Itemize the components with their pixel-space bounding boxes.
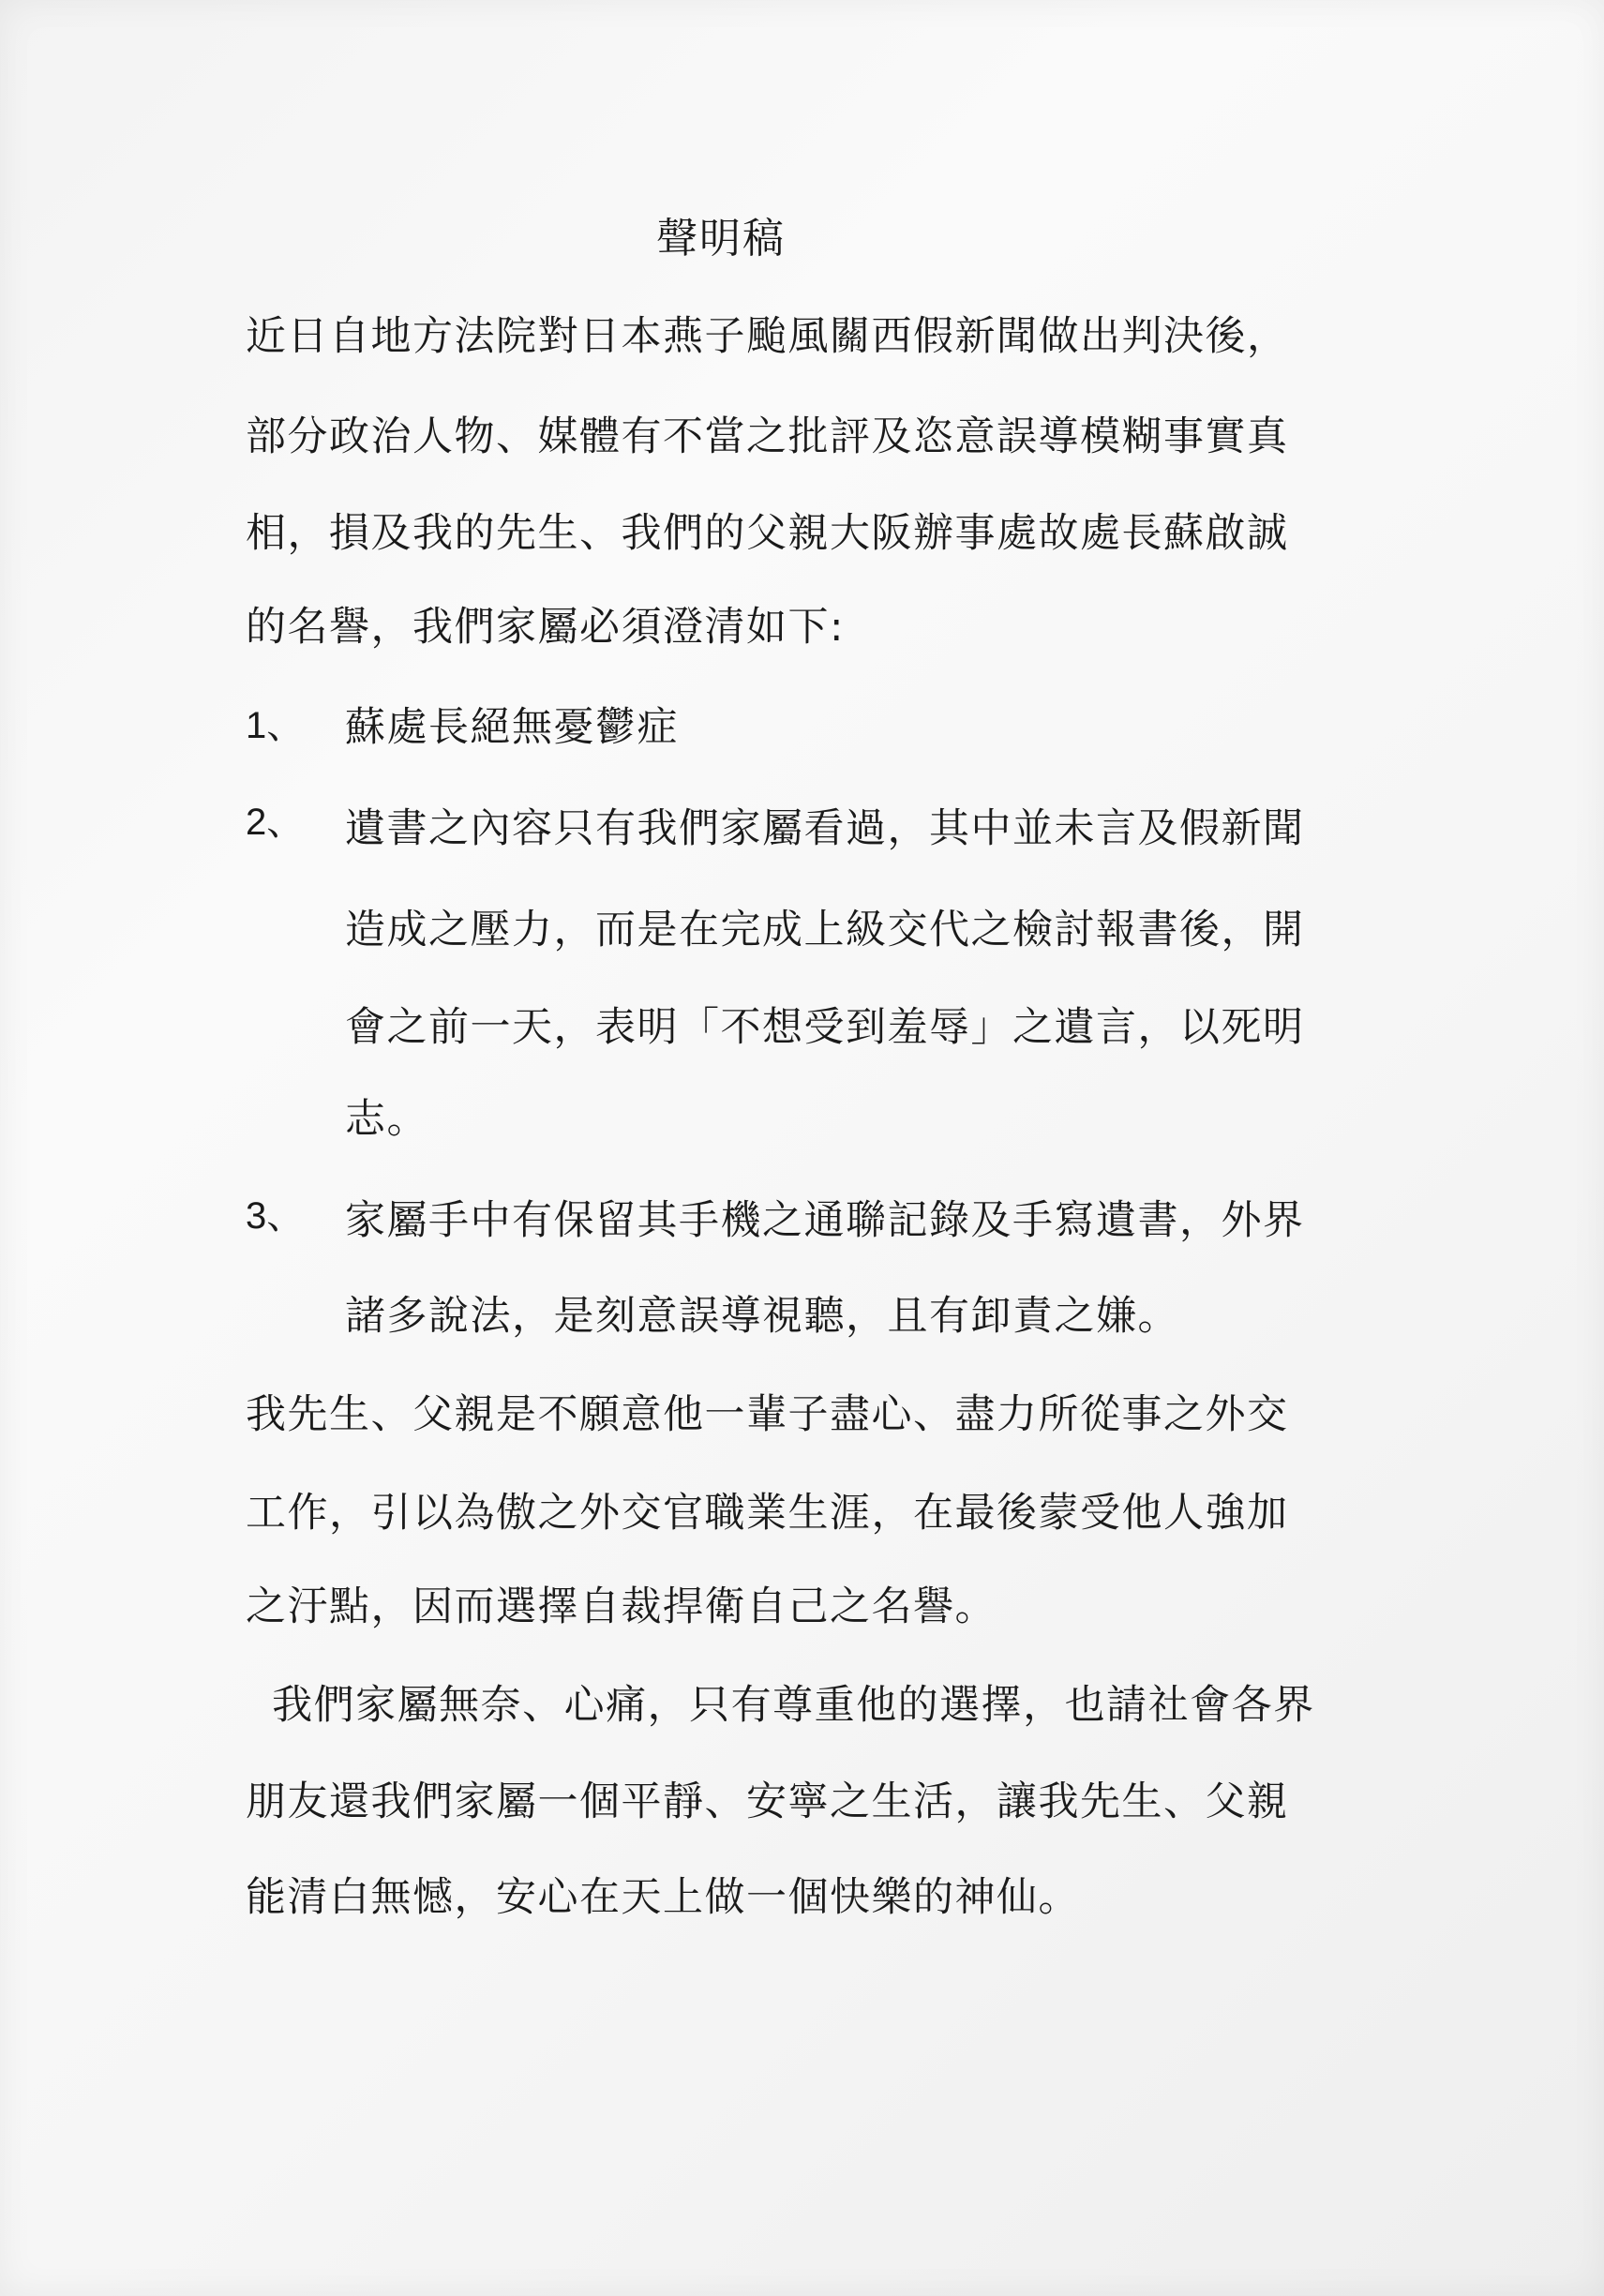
item-2-line-4: 志。	[345, 1096, 428, 1143]
closing-1-line-2: 工作，引以為傲之外交官職業生涯，在最後蒙受他人強加	[246, 1490, 1289, 1537]
document-title: 聲明稿	[656, 215, 786, 263]
item-2-line-2: 造成之壓力，而是在完成上級交代之檢討報書後，開	[345, 907, 1305, 953]
closing-1-line-1: 我先生、父親是不願意他一輩子盡心、盡力所從事之外交	[246, 1391, 1289, 1438]
item-2-line-1: 遺書之內容只有我們家屬看過，其中並未言及假新聞	[345, 805, 1305, 852]
closing-2-line-2: 朋友還我們家屬一個平靜、安寧之生活，讓我先生、父親	[246, 1778, 1289, 1825]
closing-2-line-3: 能清白無憾，安心在天上做一個快樂的神仙。	[246, 1874, 1080, 1921]
intro-line-4: 的名譽，我們家屬必須澄清如下:	[246, 604, 845, 651]
closing-2-line-1: 我們家屬無奈、心痛，只有尊重他的選擇，也請社會各界	[258, 1682, 1315, 1729]
item-3-line-1: 家屬手中有保留其手機之通聯記錄及手寫遺書，外界	[345, 1197, 1305, 1244]
item-3-line-2: 諸多說法，是刻意誤導視聽，且有卸責之嫌。	[345, 1293, 1179, 1340]
intro-line-2: 部分政治人物、媒體有不當之批評及恣意誤導模糊事實真	[246, 413, 1289, 460]
closing-1-line-3: 之汙點，因而選擇自裁捍衛自己之名譽。	[246, 1583, 997, 1630]
item-number-1: 1、	[246, 705, 305, 746]
intro-line-1: 近日自地方法院對日本燕子颱風關西假新聞做出判決後，	[246, 313, 1289, 360]
item-number-3: 3、	[246, 1195, 305, 1237]
item-number-2: 2、	[246, 802, 305, 843]
item-2-line-3: 會之前一天，表明「不想受到羞辱」之遺言，以死明	[345, 1004, 1305, 1051]
item-1-line-1: 蘇處長絕無憂鬱症	[345, 704, 679, 751]
intro-line-3: 相，損及我的先生、我們的父親大阪辦事處故處長蘇啟誠	[246, 510, 1289, 557]
